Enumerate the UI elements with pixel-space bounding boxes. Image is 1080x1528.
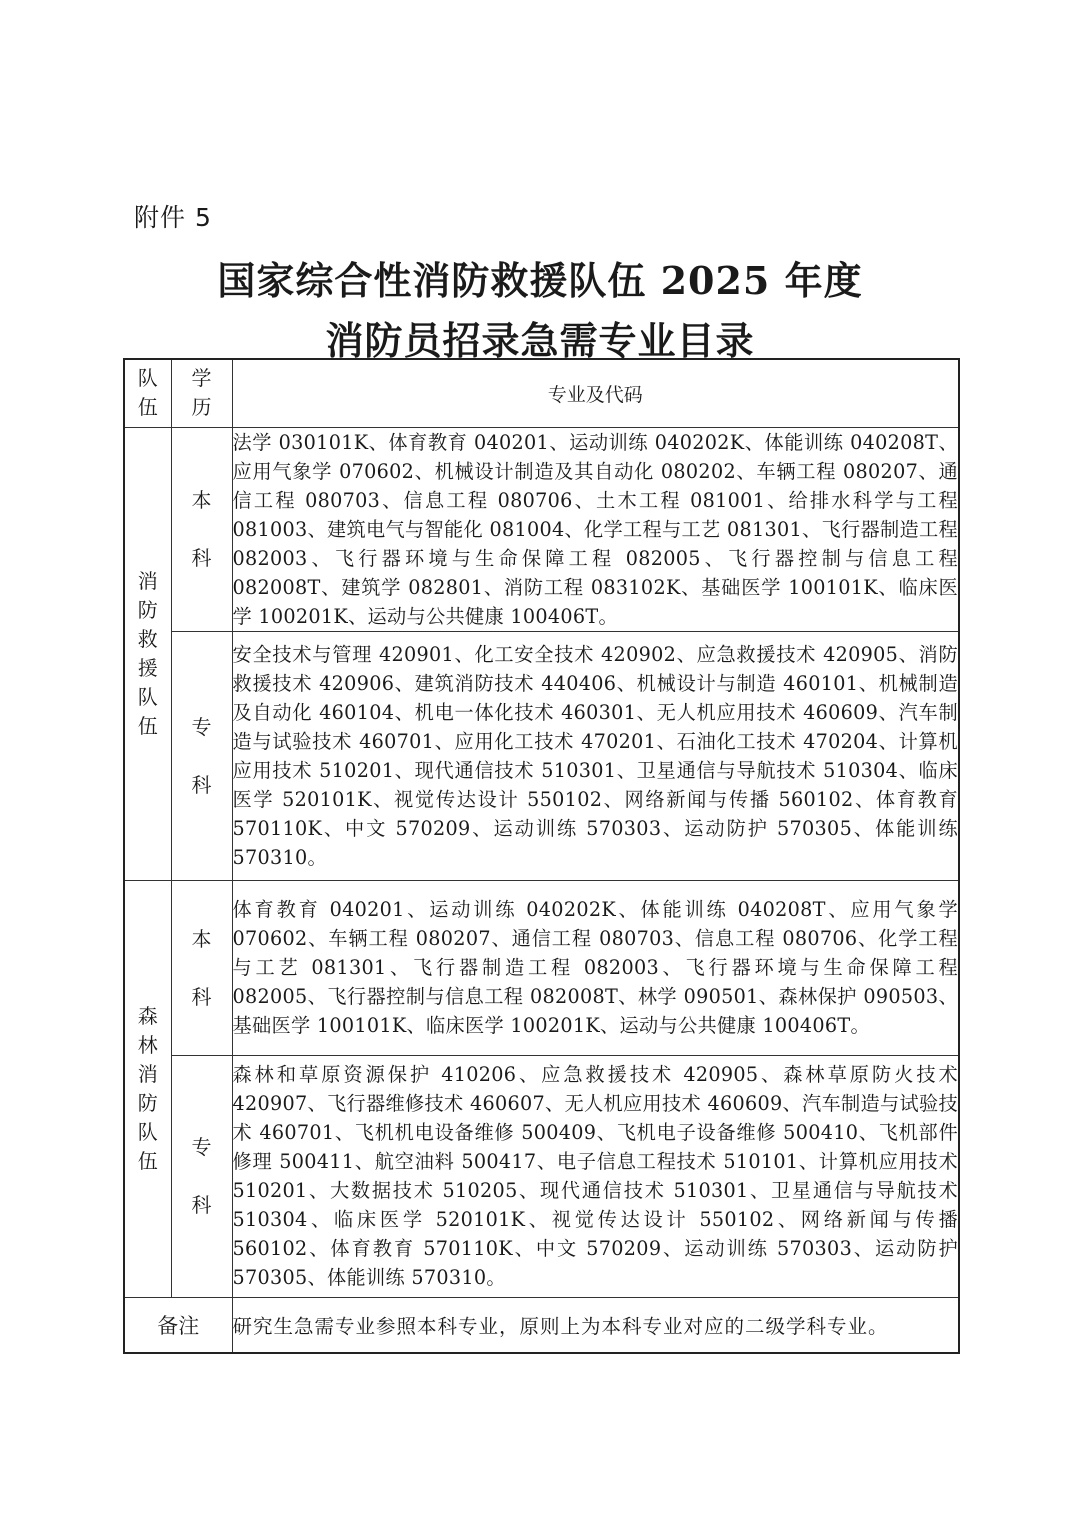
- table-row: [124, 631, 959, 880]
- attachment-label: 附件 5: [134, 203, 212, 232]
- remark-label: 备注: [124, 1297, 232, 1353]
- education-undergraduate: [171, 880, 232, 1055]
- header-education-char: 历: [191, 395, 212, 420]
- education-char: 专: [191, 714, 212, 739]
- table-row: [124, 880, 959, 1055]
- table-header-row: [124, 359, 959, 427]
- education-char: 科: [191, 984, 212, 1009]
- majors-list: 体育教育 040201、运动训练 040202K、体能训练 040208T、应用气象学 070602、车辆工程 080207、通信工程 080703、信息工程 080706、化学工程与工艺 081301、飞行器制造工程 082003、飞行器环境与生命保障工程 082005、飞行器控制与信息工程 082008T、林学 090501、森林保护 090503、基础医学 100101K、临床医学 100201K、运动与公共健康 100406T。: [232, 880, 959, 1055]
- team-forest-fire: [124, 880, 171, 1297]
- team-char: 队: [137, 684, 158, 709]
- education-junior-college: [171, 631, 232, 880]
- team-char: 援: [137, 655, 158, 680]
- education-char: 科: [191, 546, 212, 570]
- document-title-line-2: 消防员招录急需专业目录: [325, 318, 755, 363]
- education-char: 科: [191, 772, 212, 797]
- team-char: 森: [137, 1003, 158, 1028]
- table-row: [124, 1055, 959, 1297]
- header-majors: 专业及代码: [232, 359, 959, 427]
- header-team-char: 伍: [137, 395, 158, 420]
- education-char: 本: [191, 488, 212, 512]
- education-char: 专: [191, 1135, 212, 1159]
- team-char: 防: [137, 597, 158, 622]
- team-char: 消: [137, 1061, 158, 1086]
- header-education: [171, 359, 232, 427]
- team-char: 伍: [137, 1148, 158, 1173]
- majors-list: 法学 030101K、体育教育 040201、运动训练 040202K、体能训练 040208T、应用气象学 070602、机械设计制造及其自动化 080202、车辆工程 080207、通信工程 080703、信息工程 080706、土木工程 081001、给排水科学与工程 081003、建筑电气与智能化 081004、化学工程与工艺 081301、飞行器制造工程 082003、飞行器环境与生命保障工程 082005、飞行器控制与信息工程 082008T、建筑学 082801、消防工程 083102K、基础医学 100101K、临床医学 100201K、运动与公共健康 100406T。: [232, 427, 959, 631]
- education-char: 科: [191, 1193, 212, 1217]
- education-undergraduate: [171, 427, 232, 631]
- team-char: 救: [137, 626, 158, 651]
- remark-text: 研究生急需专业参照本科专业，原则上为本科专业对应的二级学科专业。: [232, 1297, 959, 1353]
- header-education-char: 学: [191, 366, 212, 391]
- remark-row: [124, 1297, 959, 1353]
- team-char: 消: [137, 568, 158, 593]
- education-char: 本: [191, 926, 212, 951]
- majors-list: 安全技术与管理 420901、化工安全技术 420902、应急救援技术 420905、消防救援技术 420906、建筑消防技术 440406、机械设计与制造 460101、机械制造及自动化 460104、机电一体化技术 460301、无人机应用技术 460609、汽车制造与试验技术 460701、应用化工技术 470201、石油化工技术 470204、计算机应用技术 510201、现代通信技术 510301、卫星通信与导航技术 510304、临床医学 520101K、视觉传达设计 550102、网络新闻与传播 560102、体育教育 570110K、中文 570209、运动训练 570303、运动防护 570305、体能训练 570310。: [232, 631, 959, 880]
- majors-list: 森林和草原资源保护 410206、应急救援技术 420905、森林草原防火技术 420907、飞行器维修技术 460607、无人机应用技术 460609、汽车制造与试验技术 460701、飞机机电设备维修 500409、飞机电子设备维修 500410、飞机部件修理 500411、航空油料 500417、电子信息工程技术 510101、计算机应用技术 510201、大数据技术 510205、现代通信技术 510301、卫星通信与导航技术 510304、临床医学 520101K、视觉传达设计 550102、网络新闻与传播 560102、体育教育 570110K、中文 570209、运动训练 570303、运动防护 570305、体能训练 570310。: [232, 1055, 959, 1297]
- team-char: 林: [137, 1032, 158, 1057]
- team-char: 防: [137, 1090, 158, 1115]
- team-fire-rescue: [124, 427, 171, 880]
- header-team-char: 队: [137, 366, 158, 391]
- header-team: [124, 359, 171, 427]
- education-junior-college: [171, 1055, 232, 1297]
- majors-catalog-table: [123, 358, 960, 1354]
- team-char: 队: [137, 1119, 158, 1144]
- table-row: [124, 427, 959, 631]
- document-title-line-1: 国家综合性消防救援队伍 2025 年度: [217, 258, 863, 303]
- team-char: 伍: [137, 713, 158, 738]
